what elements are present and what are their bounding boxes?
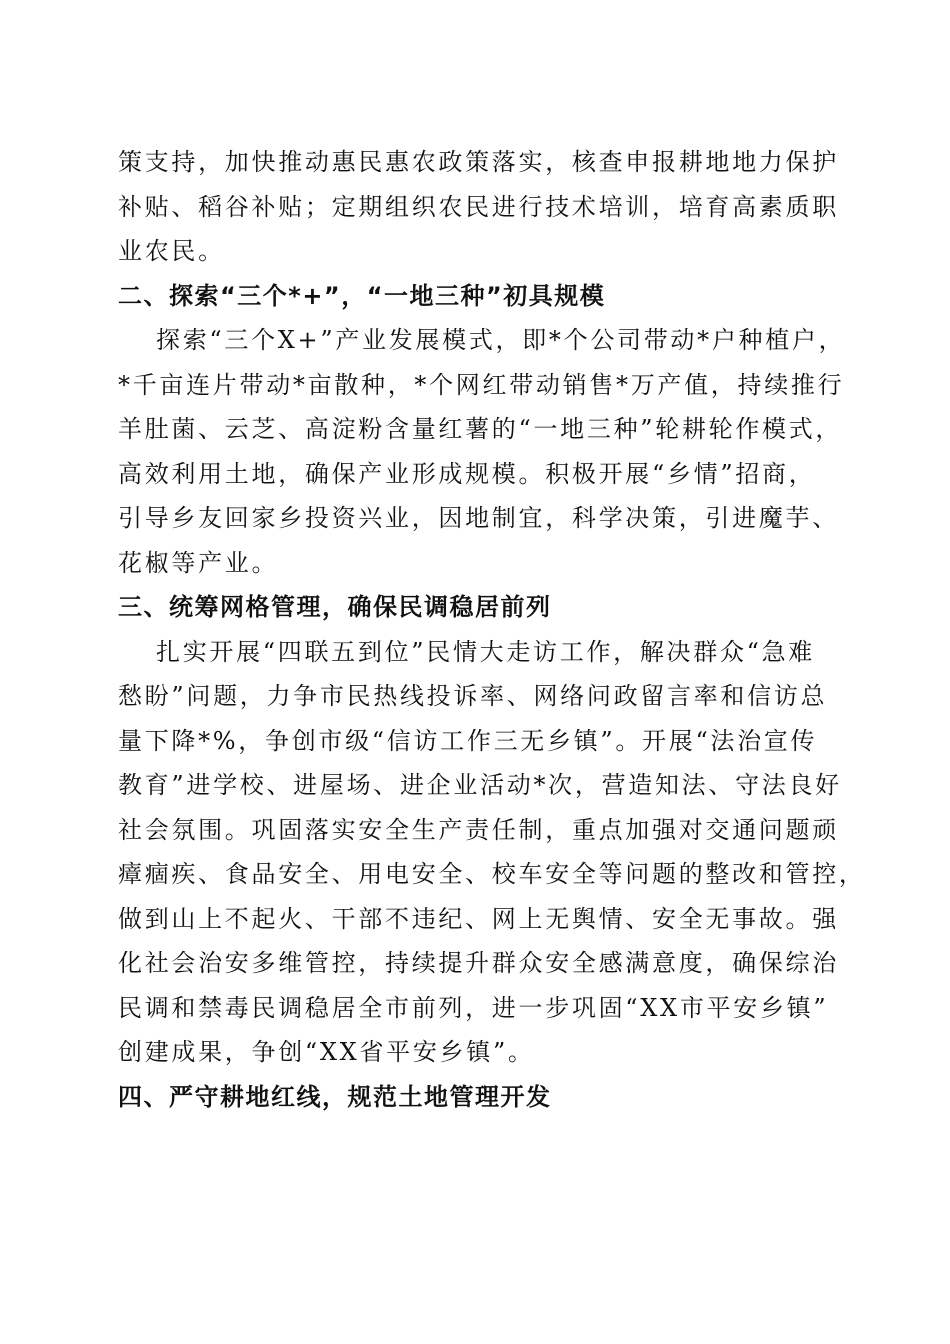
- text-line: 高效利用土地，确保产业形成规模。积极开展“乡情”招商，: [118, 459, 816, 488]
- text-line: 羊肚菌、云芝、高淀粉含量红薯的“一地三种”轮耕轮作模式，: [118, 415, 843, 443]
- paragraph-grid-management: [118, 630, 866, 1075]
- paragraph-industry-model: [118, 318, 846, 585]
- text-line: 教育”进学校、进屋场、进企业活动*次，营造知法、守法良好: [118, 771, 842, 799]
- text-line: 民调和禁毒民调稳居全市前列，进一步巩固“XX市平安乡镇”: [118, 993, 829, 1022]
- text-line: 业农民。: [118, 237, 225, 265]
- text-line: 补贴、稻谷补贴；定期组织农民进行技术培训，培育高素质职: [118, 192, 839, 221]
- paragraph-policy-support: [118, 140, 838, 274]
- section-heading-2: 二、探索“三个*+”，“一地三种”初具规模: [118, 281, 606, 310]
- text-line: *千亩连片带动*亩散种，*个网红带动销售*万产值，持续推行: [118, 370, 845, 399]
- text-line: 愁盼”问题，力争市民热线投诉率、网络问政留言率和信访总: [118, 682, 828, 710]
- text-line: 创建成果，争创“XX省平安乡镇”。: [118, 1038, 535, 1066]
- text-line: 探索“三个X+”产业发展模式，即*个公司带动*户种植户，: [156, 326, 846, 354]
- section-heading-4: 四、严守耕地红线，规范土地管理开发: [118, 1082, 552, 1111]
- text-line: 花椒等产业。: [118, 548, 279, 577]
- document-body: [118, 140, 866, 1119]
- text-line: 扎实开展“四联五到位”民情大走访工作，解决群众“急难: [156, 637, 816, 666]
- text-line: 做到山上不起火、干部不违纪、网上无舆情、安全无事故。强: [118, 904, 839, 933]
- text-line: 引导乡友回家乡投资兴业，因地制宜，科学决策，引进魔芋、: [118, 504, 839, 532]
- section-heading-3: 三、统筹网格管理，确保民调稳居前列: [118, 593, 552, 621]
- text-line: 化社会治安多维管控，持续提升群众安全感满意度，确保综治: [118, 949, 839, 977]
- text-line: 社会氛围。巩固落实安全生产责任制，重点加强对交通问题顽: [118, 815, 839, 844]
- text-line: 策支持，加快推动惠民惠农政策落实，核查申报耕地地力保护: [118, 148, 839, 176]
- text-line: 量下降*%，争创市级“信访工作三无乡镇”。开展“法治宣传: [118, 726, 818, 755]
- text-line: 瘴痼疾、食品安全、用电安全、校车安全等问题的整改和管控，: [118, 860, 866, 888]
